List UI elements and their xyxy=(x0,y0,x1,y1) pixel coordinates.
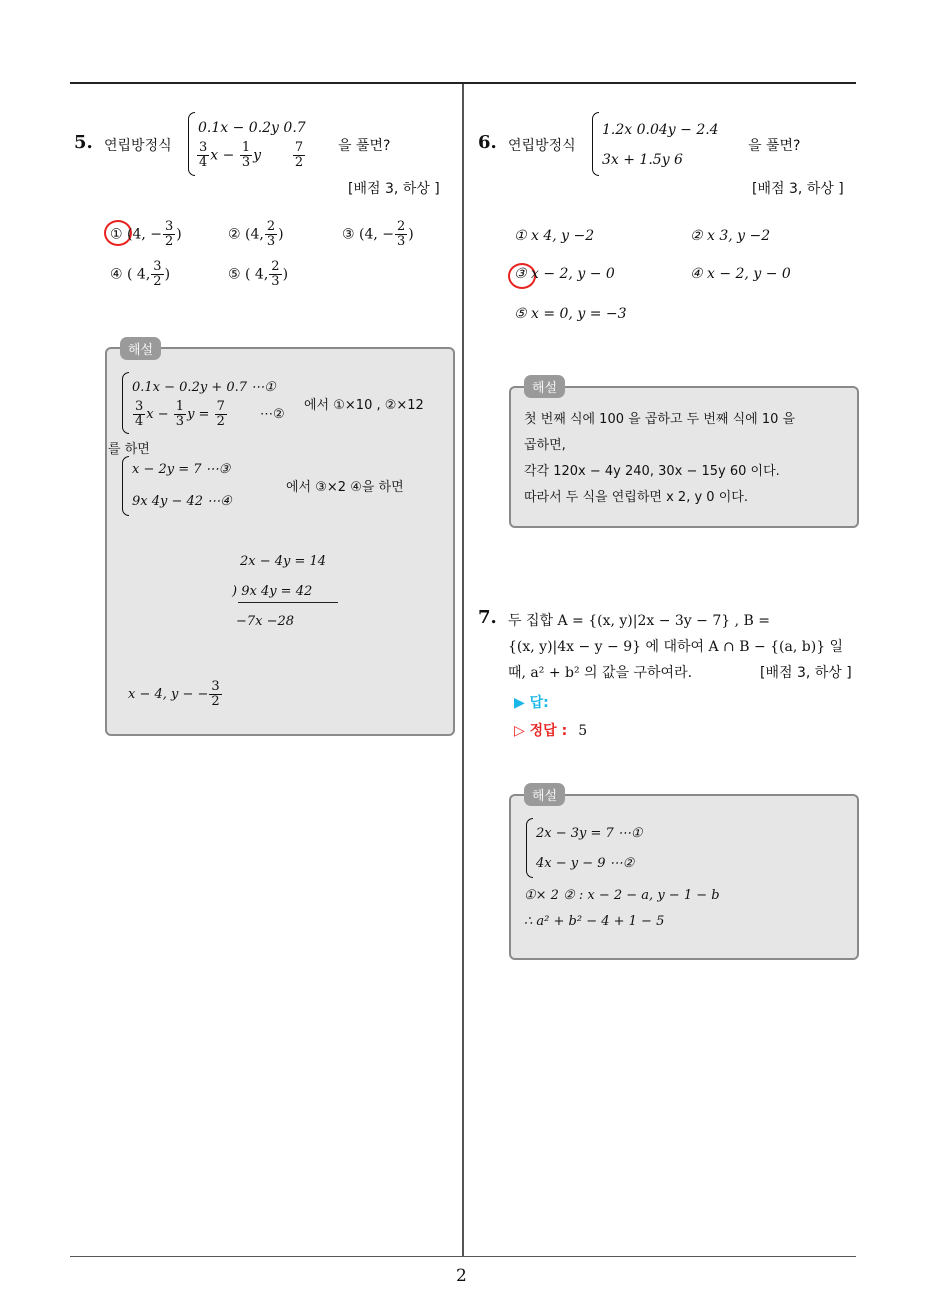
q5-sol-brace-2 xyxy=(122,456,129,516)
q5-calc-underline xyxy=(238,602,338,603)
q7-number: 7. xyxy=(478,607,497,628)
q6-tail: 을 풀면? xyxy=(748,138,801,154)
q7-answer-label: ▶ 답: xyxy=(514,695,549,711)
q7-correct-label: ▷ 정답 : xyxy=(514,723,568,739)
q5-option-5[interactable]: ⑤ ( 4, $\frac{2}{3}$ ) xyxy=(228,259,289,289)
q6-number: 6. xyxy=(478,132,497,153)
q6-option-4[interactable]: ④ x − 2, y − 0 xyxy=(690,266,791,282)
bottom-rule xyxy=(70,1256,856,1257)
q6-option-5[interactable]: ⑤ x = 0, y = −3 xyxy=(514,306,627,322)
q6-option-2[interactable]: ② x 3, y −2 xyxy=(690,228,771,244)
q5-sol-brace-1 xyxy=(122,372,129,434)
q5-eq2: $\frac{3}{4}$ x − $\frac{1}{3}$ y $\frac{7}{2}$ xyxy=(199,140,304,170)
q6-option-1[interactable]: ① x 4, y −2 xyxy=(514,228,595,244)
q5-sol-line5: 9x 4y − 42 ⋯④ xyxy=(132,494,232,509)
q6-eq1: 1.2x 0.04y − 2.4 xyxy=(602,122,719,138)
q7-answer-input[interactable] xyxy=(590,692,790,710)
q5-calc-3: −7x −28 xyxy=(236,614,295,629)
q5-sol-side2: 에서 ③×2 ④을 하면 xyxy=(286,480,404,495)
q6-sol-2: 곱하면, xyxy=(524,438,566,453)
q7-sol-2: 4x − y − 9 ⋯② xyxy=(536,856,635,871)
q7-tag: [배점 3, 하상 ] xyxy=(760,665,852,681)
q5-sol-line2: $\frac{3}{4}$ x − $\frac{1}{3}$ y = $\frac{7}{2}$ ⋯② xyxy=(135,399,285,429)
q6-eq2: 3x + 1.5y 6 xyxy=(602,152,683,168)
q7-correct-value: 5 xyxy=(578,723,588,739)
q6-brace xyxy=(592,112,599,176)
q7-line-1: 두 집합 A = {(x, y)|2x − 3y − 7} , B = xyxy=(508,613,770,629)
q5-tail: 을 풀면? xyxy=(338,138,391,154)
q7-sol-1: 2x − 3y = 7 ⋯① xyxy=(536,826,643,841)
q6-option-3[interactable]: ③ x − 2, y − 0 xyxy=(514,266,615,282)
q6-sol-4: 따라서 두 식을 연립하면 x 2, y 0 이다. xyxy=(524,490,748,505)
q5-sol-line1: 0.1x − 0.2y + 0.7 ⋯① xyxy=(132,380,276,395)
q5-tag: [배점 3, 하상 ] xyxy=(348,181,440,197)
q7-sol-4: ∴ a² + b² − 4 + 1 − 5 xyxy=(524,914,665,929)
q7-sol-brace xyxy=(526,818,533,878)
q5-calc-1: 2x − 4y = 14 xyxy=(240,554,327,569)
q6-sol-3: 각각 120x − 4y 240, 30x − 15y 60 이다. xyxy=(524,464,780,479)
q5-stem: 연립방정식 xyxy=(104,138,172,154)
q7-solution-box xyxy=(509,794,859,960)
q5-sol-line4: x − 2y = 7 ⋯③ xyxy=(132,462,231,477)
q7-correct-answer xyxy=(514,720,587,740)
q7-line-2: {(x, y)|4x − y − 9} 에 대하여 A ∩ B − {(a, b)} 일 xyxy=(508,639,844,655)
q6-solution-tag: 해설 xyxy=(524,375,565,398)
q5-calc-2: ) 9x 4y = 42 xyxy=(232,584,313,599)
page-number: 2 xyxy=(456,1266,467,1286)
q7-line-3: 때, a² + b² 의 값을 구하여라. xyxy=(508,665,693,681)
q5-number: 5. xyxy=(74,132,93,153)
q7-sol-3: ①× 2 ② : x − 2 − a, y − 1 − b xyxy=(524,888,720,903)
q5-final: x − 4, y − − $\frac{3}{2}$ xyxy=(128,679,220,709)
column-divider xyxy=(462,84,464,1256)
q7-solution-tag: 해설 xyxy=(524,783,565,806)
q5-solution-tag: 해설 xyxy=(120,337,161,360)
q5-brace xyxy=(188,112,195,176)
q6-tag: [배점 3, 하상 ] xyxy=(752,181,844,197)
q5-sol-line3: 를 하면 xyxy=(108,442,150,457)
q6-stem: 연립방정식 xyxy=(508,138,576,154)
q6-sol-1: 첫 번째 식에 100 을 곱하고 두 번째 식에 10 을 xyxy=(524,412,796,427)
q5-option-1[interactable]: ① (4, − $\frac{3}{2}$ ) xyxy=(110,219,182,249)
q5-option-2[interactable]: ② (4, $\frac{2}{3}$ ) xyxy=(228,219,284,249)
q5-sol-side1: 에서 ①×10 , ②×12 xyxy=(304,398,424,413)
q5-option-3[interactable]: ③ (4, − $\frac{2}{3}$ ) xyxy=(342,219,414,249)
q5-eq1: 0.1x − 0.2y 0.7 xyxy=(198,120,306,136)
q5-option-4[interactable]: ④ ( 4, $\frac{3}{2}$ ) xyxy=(110,259,171,289)
